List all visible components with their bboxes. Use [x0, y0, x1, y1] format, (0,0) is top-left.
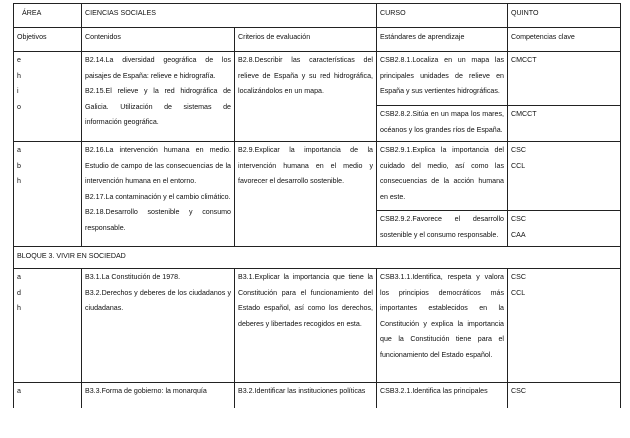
col-objetivos: Objetivos	[14, 28, 82, 52]
table-row	[14, 383, 621, 409]
estandar-cell: CSB3.1.1.Identifica, respeta y valora los principios democráticos más importantes establecidos en la Constitución y explica la importancia que la Constitución tiene para el funcionamiento del Estado español.	[377, 269, 508, 383]
objetivo-item: h	[17, 304, 21, 313]
objetivo-item: b	[17, 161, 21, 170]
competencias-cell	[508, 142, 621, 211]
criterios-cell: B2.8.Describir las características del relieve de España y su red hidrográfica, localizándolos en un mapa.	[235, 52, 377, 142]
estandar-cell: CSB3.2.1.Identifica las principales	[377, 383, 508, 409]
contenidos-cell	[82, 269, 235, 383]
contenido-item: B3.3.Forma de gobierno: la monarquía	[85, 387, 207, 395]
objetivo-item: a	[17, 387, 21, 395]
estandar-cell: CSB2.9.1.Explica la importancia del cuidado del medio, así como las consecuencias de la acción humana en este.	[377, 142, 508, 211]
competencia-item: CCL	[511, 288, 526, 297]
curriculum-table	[13, 3, 621, 408]
table-row	[14, 52, 621, 106]
criterios-cell: B3.1.Explicar la importancia que tiene la Constitución para el funcionamiento del Estado español, así como los derechos, deberes y libertades recogidos en esta.	[235, 269, 377, 383]
competencia-item: CSC	[511, 146, 526, 154]
objetivos-cell	[14, 383, 82, 409]
subject-name: CIENCIAS SOCIALES	[82, 4, 377, 28]
competencias-cell	[508, 383, 621, 409]
competencia-item: CAA	[511, 230, 526, 239]
criterios-cell: B3.2.Identificar las instituciones políticas	[235, 383, 377, 409]
contenido-item: B2.16.La intervención humana en medio. Estudio de campo de las consecuencias de la intervención humana en el entorno.	[85, 146, 231, 186]
competencia-item: CCL	[511, 161, 526, 170]
competencia-item: CMCCT	[511, 110, 537, 118]
competencia-item: CSC	[511, 215, 526, 223]
contenido-item: B3.1.La Constitución de 1978.	[85, 273, 181, 281]
curso-label: CURSO	[377, 4, 508, 28]
bloque-row	[14, 247, 621, 269]
col-contenidos: Contenidos	[82, 28, 235, 52]
objetivos-cell	[14, 269, 82, 383]
objetivo-item: i	[17, 87, 19, 96]
objetivo-item: a	[17, 146, 21, 154]
competencia-item: CMCCT	[511, 56, 537, 64]
contenidos-cell	[82, 142, 235, 247]
objetivo-item: a	[17, 273, 21, 281]
competencias-cell	[508, 106, 621, 142]
objetivos-cell	[14, 52, 82, 142]
header-row	[14, 4, 621, 28]
contenido-item: B3.2.Derechos y deberes de los ciudadanos y ciudadanas.	[85, 288, 231, 313]
contenido-item: B2.18.Desarrollo sostenible y consumo responsable.	[85, 208, 231, 232]
col-competencias: Competencias clave	[508, 28, 621, 52]
objetivo-item: d	[17, 288, 21, 297]
objetivo-item: h	[17, 71, 21, 80]
estandar-cell: CSB2.8.2.Sitúa en un mapa los mares, océanos y los grandes ríos de España.	[377, 106, 508, 142]
contenido-item: B2.15.El relieve y la red hidrográfica de Galicia. Utilización de sistemas de información geográfica.	[85, 87, 231, 127]
contenido-item: B2.14.La diversidad geográfica de los paisajes de España: relieve e hidrografía.	[85, 56, 231, 80]
competencia-item: CSC	[511, 273, 526, 281]
contenido-item: B2.17.La contaminación y el cambio climático.	[85, 192, 231, 201]
competencias-cell	[508, 269, 621, 383]
competencia-item: CSC	[511, 387, 526, 395]
competencias-cell	[508, 52, 621, 106]
col-criterios: Criterios de evaluación	[235, 28, 377, 52]
area-label: ÁREA	[14, 4, 82, 28]
estandar-cell: CSB2.8.1.Localiza en un mapa las principales unidades de relieve en España y sus vertientes hidrográficas.	[377, 52, 508, 106]
objetivo-item: e	[17, 56, 21, 64]
objetivo-item: h	[17, 177, 21, 186]
objetivos-cell	[14, 142, 82, 247]
bloque-title: BLOQUE 3. VIVIR EN SOCIEDAD	[14, 247, 621, 269]
contenidos-cell	[82, 383, 235, 409]
criterios-cell: B2.9.Explicar la importancia de la intervención humana en el medio y favorecer el desarrollo sostenible.	[235, 142, 377, 247]
competencias-cell	[508, 211, 621, 247]
estandar-cell: CSB2.9.2.Favorece el desarrollo sostenible y el consumo responsable.	[377, 211, 508, 247]
table-row	[14, 269, 621, 383]
curso-value: QUINTO	[508, 4, 621, 28]
column-headings-row	[14, 28, 621, 52]
table-row	[14, 142, 621, 211]
objetivo-item: o	[17, 102, 21, 111]
col-estandares: Estándares de aprendizaje	[377, 28, 508, 52]
contenidos-cell	[82, 52, 235, 142]
